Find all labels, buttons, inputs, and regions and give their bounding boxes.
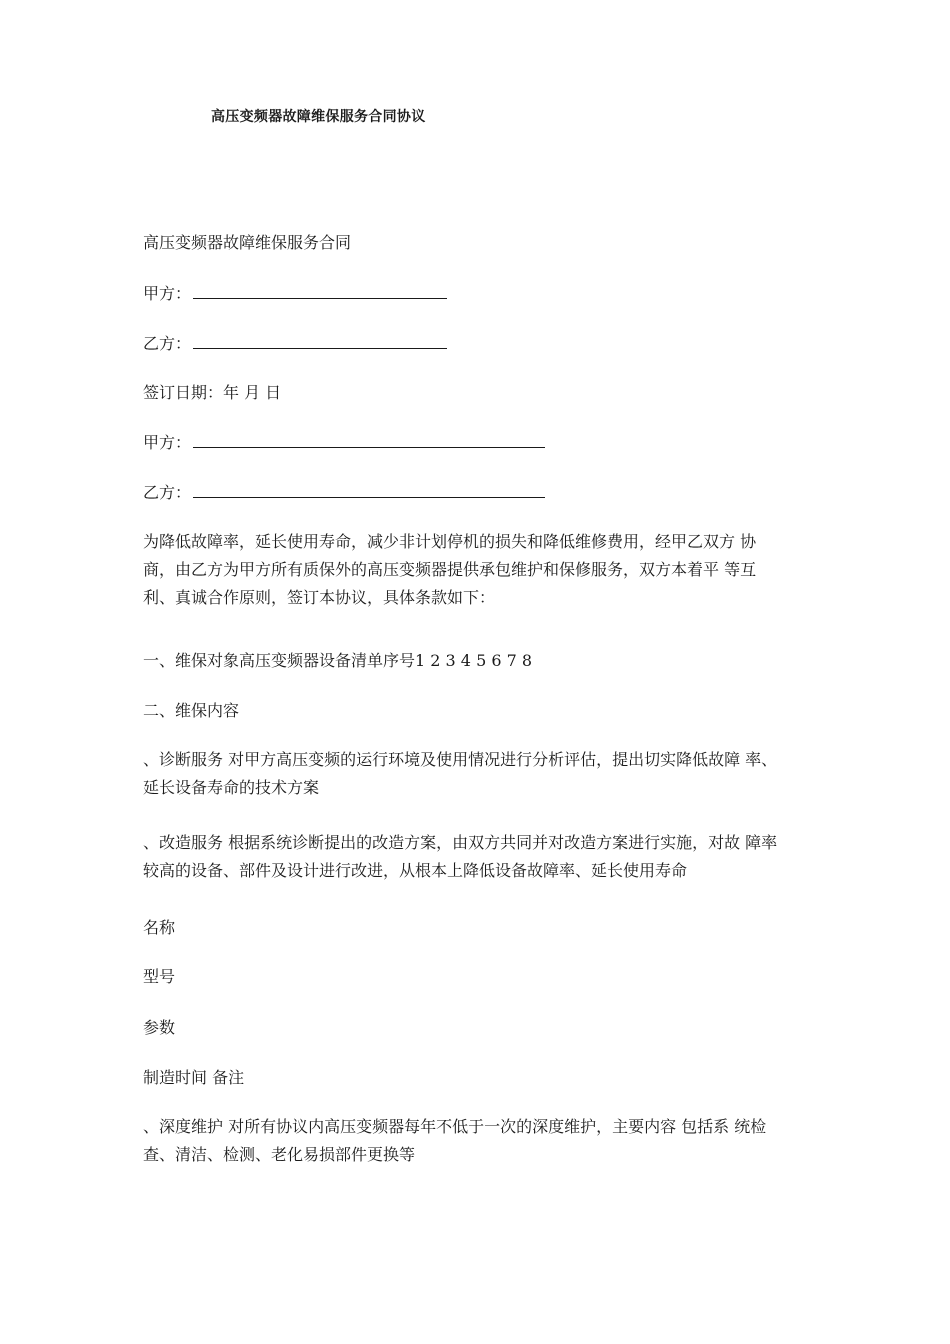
section-2-heading: 二、维保内容: [143, 701, 240, 720]
section-1-heading: 一、维保对象高压变频器设备清单序号1 2 3 4 5 6 7 8: [143, 651, 533, 670]
party-b-label-2: 乙方：: [143, 483, 192, 502]
party-b-blank-line: [193, 334, 447, 349]
diagnosis-line: 延长设备寿命的技术方案: [143, 778, 320, 797]
table-header-name: 名称: [143, 918, 176, 937]
party-a-blank-line-2: [193, 433, 545, 448]
party-a-field: [143, 283, 447, 305]
intro-paragraph: [143, 528, 833, 612]
contract-subtitle: 高压变频器故障维保服务合同: [143, 233, 352, 252]
party-a-field-2: [143, 432, 545, 454]
party-b-field: [143, 333, 447, 355]
intro-line: 商，由乙方为甲方所有质保外的高压变频器提供承包维护和保修服务，双方本着平 等互: [143, 560, 757, 579]
retrofit-line: 较高的设备、部件及设计进行改进，从根本上降低设备故障率、延长使用寿命: [143, 861, 688, 880]
party-b-label: 乙方：: [143, 334, 192, 353]
sign-date: 签订日期：年 月 日: [143, 383, 282, 402]
intro-line: 为降低故障率，延长使用寿命，减少非计划停机的损失和降低维修费用，经甲乙双方 协: [143, 532, 757, 551]
intro-line: 利、真诚合作原则，签订本协议，具体条款如下：: [143, 588, 496, 607]
table-header-manufacture-remark: 制造时间 备注: [143, 1068, 245, 1087]
table-header-params: 参数: [143, 1018, 176, 1037]
retrofit-service-paragraph: [143, 829, 833, 885]
deep-maintenance-line: 、深度维护 对所有协议内高压变频器每年不低于一次的深度维护，主要内容 包括系 统检: [143, 1117, 767, 1136]
diagnosis-line: 、诊断服务 对甲方高压变频的运行环境及使用情况进行分析评估，提出切实降低故障 率、: [143, 750, 778, 769]
deep-maintenance-line: 查、清洁、检测、老化易损部件更换等: [143, 1145, 416, 1164]
party-b-blank-line-2: [193, 483, 545, 498]
document-title: 高压变频器故障维保服务合同协议: [211, 109, 426, 125]
party-a-label: 甲方：: [143, 284, 192, 303]
retrofit-line: 、改造服务 根据系统诊断提出的改造方案，由双方共同并对改造方案进行实施，对故 障率: [143, 833, 778, 852]
party-a-label-2: 甲方：: [143, 433, 192, 452]
party-a-blank-line: [193, 284, 447, 299]
party-b-field-2: [143, 482, 545, 504]
diagnosis-service-paragraph: [143, 746, 833, 802]
table-header-model: 型号: [143, 967, 176, 986]
deep-maintenance-paragraph: [143, 1113, 833, 1169]
